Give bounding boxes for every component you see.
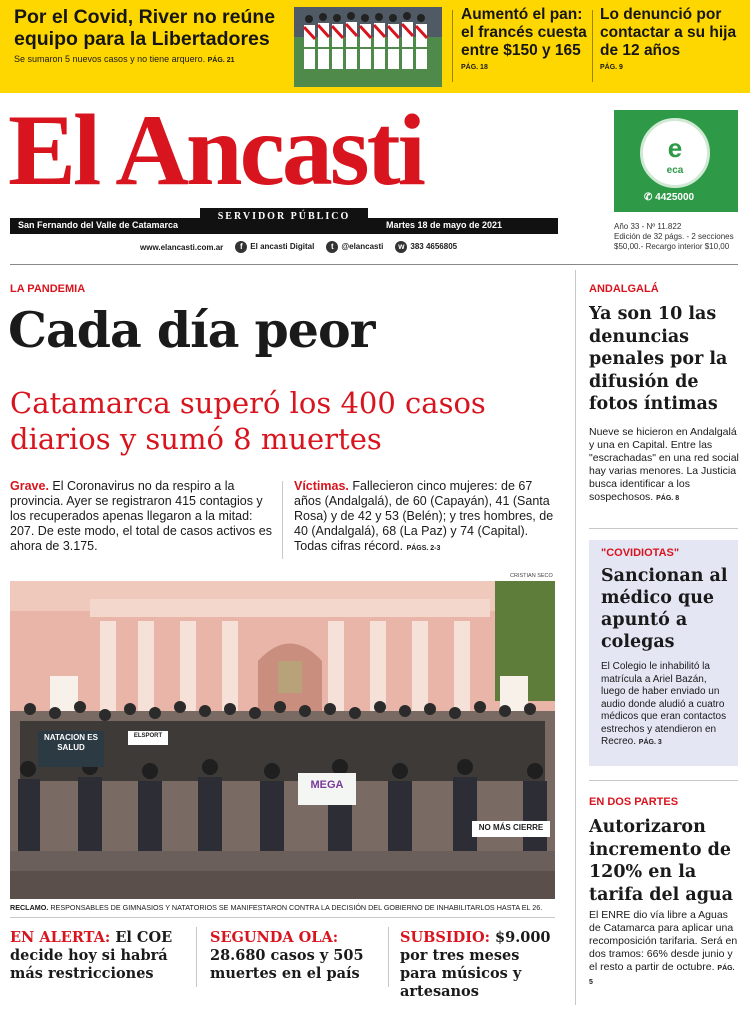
col2-lead: Víctimas. <box>294 479 349 493</box>
sidebar-kicker-covidiotas: "COVIDIOTAS" <box>601 547 680 559</box>
sidebar-headline-andalgala[interactable]: Ya son 10 las denuncias penales por la difusión de fotos íntimas <box>589 304 728 414</box>
page-ref: PÁG. 18 <box>461 64 488 71</box>
edition-pages: Edición de 32 págs. - 2 secciones <box>614 232 734 241</box>
top-story-denuncia-title: Lo denunció por contactar a su hija de 12 años <box>600 6 737 59</box>
bottom-story-coe[interactable] <box>10 929 188 983</box>
facebook-label: El ancasti Digital <box>250 242 315 251</box>
photo-sign-mega: MEGA <box>310 779 344 791</box>
masthead-logo[interactable]: El Ancasti <box>8 94 423 207</box>
page-ref: PÁG. 9 <box>600 64 623 71</box>
sidebar-body: Nueve se hicieron en Andalgalá y una en Capital. Entre las "escrachadas" en una red social hay varias menores. La Justicia busca identificar a los sospechosos. <box>589 426 739 503</box>
bottom-kicker: SUBSIDIO: <box>400 929 490 946</box>
photo-sign-natacion: NATACION ES SALUD <box>44 733 98 752</box>
photo-caption <box>10 903 555 912</box>
sidebar-covidiotas-box <box>589 540 738 766</box>
sidebar-body: El Colegio le inhabilitó la matrícula a Ariel Bazán, luego de haber enviado un audio donde aludió a cuatro médicos que eran contactos estrechos y atendieron en Recreo. <box>601 661 727 747</box>
sidebar-kicker-agua: EN DOS PARTES <box>589 796 679 808</box>
body-column-divider <box>282 481 283 559</box>
page-ref: PÁG. 21 <box>207 57 235 64</box>
bottom-text: El COE decide hoy si habrá más restricciones <box>10 929 173 982</box>
bottom-kicker: EN ALERTA: <box>10 929 111 946</box>
whatsapp-icon: w <box>395 241 407 253</box>
bottom-col-divider <box>388 927 389 987</box>
sidebar-text-covidiotas <box>601 661 733 750</box>
edition-info <box>614 222 734 252</box>
edition-price: $50,00.- Recargo interior $10,00 <box>614 242 730 251</box>
social-links <box>140 241 457 253</box>
sidebar-text-andalgala <box>589 426 739 505</box>
phone-icon: ✆ <box>644 192 656 203</box>
column-divider <box>575 270 576 1005</box>
facebook-icon: f <box>235 241 247 253</box>
eca-phone-number: 4425000 <box>655 192 695 203</box>
col1-lead: Grave. <box>10 479 49 493</box>
caption-lead: RECLAMO. <box>10 903 49 912</box>
top-strip <box>0 0 750 93</box>
main-kicker: LA PANDEMIA <box>10 283 86 295</box>
main-photo <box>10 581 555 899</box>
twitter-link[interactable] <box>326 241 383 253</box>
photo-sign-sport: ELSPORT <box>133 733 163 739</box>
bottom-story-subsidio[interactable] <box>400 929 558 1001</box>
top-story-river-title: Por el Covid, River no reúne equipo para la Libertadores <box>14 6 276 50</box>
page-ref: PÁG. 3 <box>638 739 662 746</box>
eca-logo-letter: e <box>667 133 683 163</box>
whatsapp-label: 383 4656805 <box>410 242 458 251</box>
photo-credit: CRISTIAN SECO <box>510 573 553 579</box>
location-text: San Fernando del Valle de Catamarca <box>18 220 179 230</box>
page-ref: PÁG. 5 <box>589 965 735 986</box>
whatsapp-link[interactable] <box>395 241 457 253</box>
page-ref: PÁGS. 2-3 <box>406 545 441 552</box>
eca-logo <box>640 118 710 188</box>
eca-logo-word: eca <box>666 165 684 176</box>
bottom-text: 28.680 casos y 505 muertes en el país <box>210 947 364 982</box>
edition-number: Año 33 - Nº 11.822 <box>614 222 682 231</box>
tagline: SERVIDOR PÚBLICO <box>200 208 368 225</box>
twitter-label: @elancasti <box>341 242 384 251</box>
eca-ad[interactable] <box>614 110 738 212</box>
river-team-photo <box>294 7 442 87</box>
sidebar-kicker-andalgala: ANDALGALÁ <box>589 283 659 295</box>
sidebar-text-agua <box>589 909 739 989</box>
top-story-denuncia[interactable] <box>600 6 740 71</box>
bottom-story-segunda-ola[interactable] <box>210 929 382 983</box>
sidebar-headline-covidiotas[interactable]: Sancionan al médico que apuntó a colegas <box>601 566 728 652</box>
main-headline[interactable]: Cada día peor <box>8 301 375 359</box>
col2-text: Fallecieron cinco mujeres: de 67 años (Andalgalá), de 60 (Capayán), 41 (Santa Rosa) y de 42 y 53 (Belén); y tres hombres, de 40 (Andalgalá), 68 (La Paz) y 74 (Capital). Todas cifras récord. <box>294 479 554 553</box>
date-text: Martes 18 de mayo de 2021 <box>386 220 503 230</box>
main-subheadline: Catamarca superó los 400 casos diarios y sumó 8 muertes <box>10 386 486 456</box>
bottom-col-divider <box>196 927 197 987</box>
strip-divider <box>452 10 453 82</box>
main-col2 <box>294 479 556 556</box>
strip-divider <box>592 10 593 82</box>
bottom-divider <box>10 917 555 918</box>
main-col1 <box>10 479 272 554</box>
sidebar-divider <box>589 528 738 529</box>
masthead-divider <box>10 264 738 265</box>
top-story-river-summary <box>14 54 290 64</box>
website-link[interactable]: www.elancasti.com.ar <box>140 242 224 252</box>
top-story-river[interactable] <box>14 6 290 64</box>
sidebar-body: El ENRE dio vía libre a Aguas de Catamarca para aplicar una recomposición tarifaria. Será en dos tramos: 66% desde junio y el resto a partir de octubre. <box>589 909 738 973</box>
caption-text: RESPONSABLES DE GIMNASIOS Y NATATORIOS SE MANIFESTARON CONTRA LA DECISIÓN DEL GOBIERNO DE INHABILITARLOS HASTA EL 26. <box>50 903 543 912</box>
eca-phone <box>644 192 694 203</box>
sidebar-headline-agua[interactable]: Autorizaron incremento de 120% en la tarifa del agua <box>589 817 733 905</box>
summary-text: Se sumaron 5 nuevos casos y no tiene arquero. <box>14 54 206 64</box>
col1-text: El Coronavirus no da respiro a la provincia. Ayer se registraron 415 contagios y los recuperados apenas llegaron a la mitad: 207. De este modo, el total de casos activos es ahora de 3.175. <box>10 479 272 553</box>
sidebar-divider <box>589 780 738 781</box>
top-story-bread[interactable] <box>461 6 589 71</box>
bottom-text: $9.000 por tres meses para músicos y artesanos <box>400 929 551 1000</box>
bottom-kicker: SEGUNDA OLA: <box>210 929 339 946</box>
photo-sign-cierre: NO MÁS CIERRE <box>478 823 544 832</box>
page-ref: PÁG. 8 <box>656 495 680 502</box>
top-story-bread-title: Aumentó el pan: el francés cuesta entre $150 y 165 <box>461 6 587 59</box>
facebook-link[interactable] <box>235 241 314 253</box>
twitter-icon: t <box>326 241 338 253</box>
